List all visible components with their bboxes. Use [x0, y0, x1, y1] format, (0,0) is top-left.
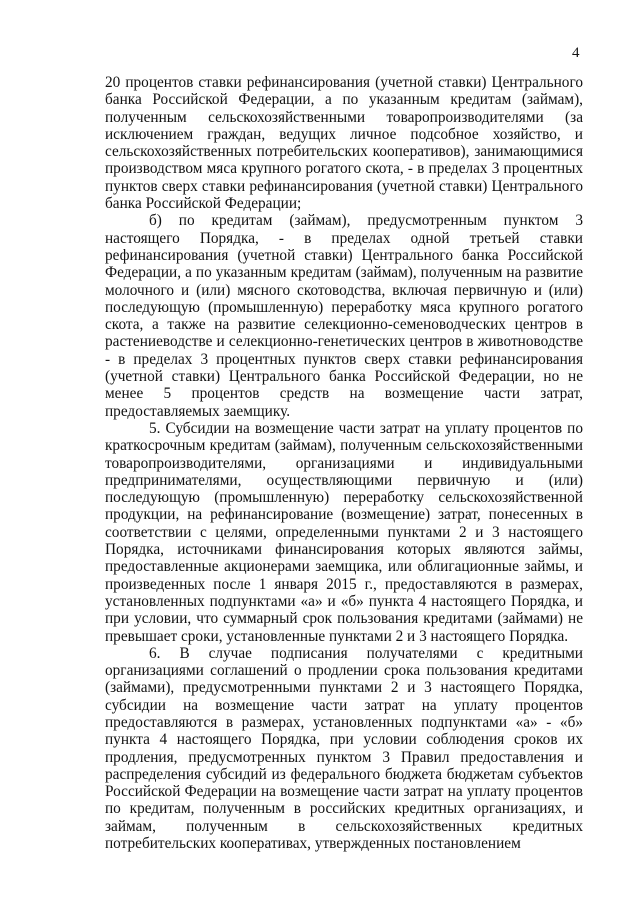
document-body: [105, 74, 583, 852]
page-number: 4: [572, 45, 580, 61]
paragraph-subpoint-b: б) по кредитам (займам), предусмотренным пунктом 3 настоящего Порядка, - в пределах одной третьей ставки рефинансирования (учетной ставки) Центрального банка Российской Федерации, а по указанным кредитам (займам), полученным на развитие молочного и (или) мясного скотоводства, включая первичную и (или) последующую (промышленную) переработку мяса крупного рогатого скота, а также на развитие селекционно-семеноводческих центров в растениеводстве и селекционно-генетических центров в животноводстве - в пределах 3 процентных пунктов сверх ставки рефинансирования (учетной ставки) Центрального банка Российской Федерации, но не менее 5 процентов средств на возмещение части затрат, предоставляемых заемщику.: [105, 212, 583, 420]
paragraph-point-6: 6. В случае подписания получателями с кредитными организациями соглашений о продлении срока пользования кредитами (займами), предусмотренными пунктами 2 и 3 настоящего Порядка, субсидии на возмещение части затрат на уплату процентов предоставляются в размерах, установленных подпунктами «а» - «б» пункта 4 настоящего Порядка, при условии соблюдения сроков их продления, предусмотренных пунктом 3 Правил предоставления и распределения субсидий из федерального бюджета бюджетам субъектов Российской Федерации на возмещение части затрат на уплату процентов по кредитам, полученным в российских кредитных организациях, и займам, полученным в сельскохозяйственных кредитных потребительских кооперативах, утвержденных постановлением: [105, 644, 583, 853]
paragraph-point-5: 5. Субсидии на возмещение части затрат на уплату процентов по краткосрочным кредитам (займам), полученным сельскохозяйственными товаропроизводителями, организациями и индивидуальными предпринимателями, осуществляющими первичную и (или) последующую (промышленную) переработку сельскохозяйственной продукции, на рефинансирование (возмещение) затрат, понесенных в соответствии с целями, определенными пунктами 2 и 3 настоящего Порядка, источниками финансирования которых являются займы, предоставленные акционерами заемщика, или облигационные займы, и произведенных после 1 января 2015 г., предоставляются в размерах, установленных подпунктами «а» и «б» пункта 4 настоящего Порядка, и при условии, что суммарный срок пользования кредитами (займами) не превышает сроки, установленные пунктами 2 и 3 настоящего Порядка.: [105, 419, 583, 645]
paragraph-continuation: 20 процентов ставки рефинансирования (учетной ставки) Центрального банка Российской Федерации, а по указанным кредитам (займам), полученным сельскохозяйственными товаропроизводителями (за исключением граждан, ведущих личное подсобное хозяйство, и сельскохозяйственных потребительских кооперативов), занимающимися производством мяса крупного рогатого скота, - в пределах 3 процентных пунктов сверх ставки рефинансирования (учетной ставки) Центрального банка Российской Федерации;: [105, 74, 583, 213]
